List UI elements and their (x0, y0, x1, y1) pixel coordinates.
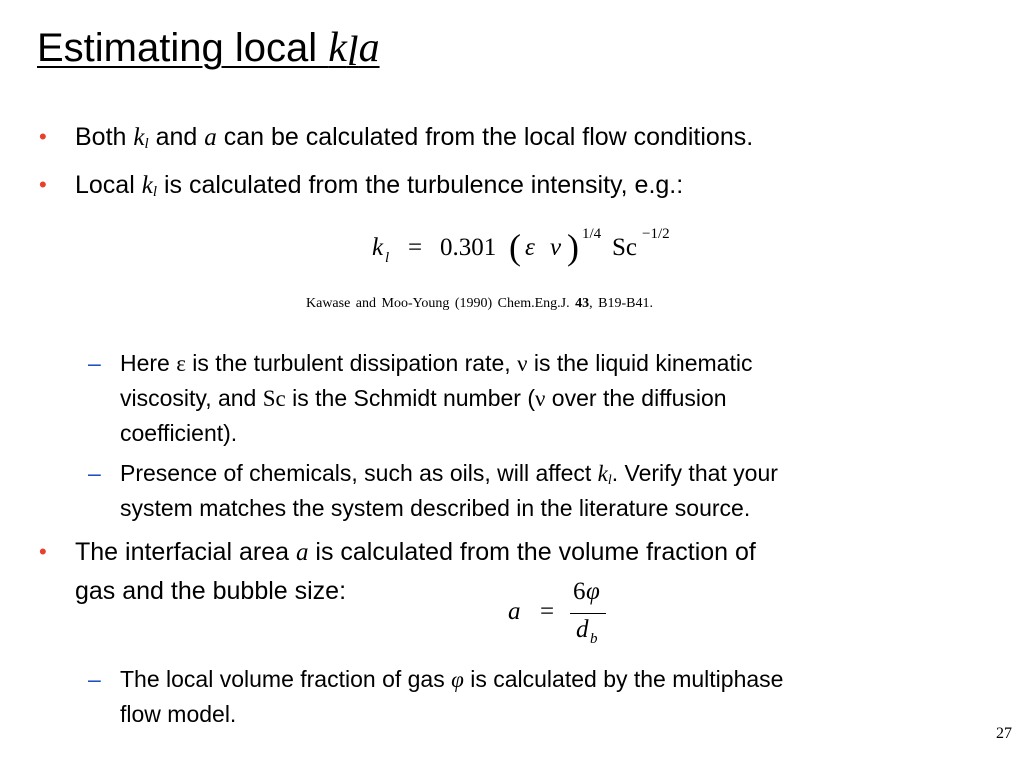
phi-symbol: φ (451, 667, 464, 692)
sub-bullet-text: is the turbulent dissipation rate, (185, 350, 518, 376)
bullet-marker: • (39, 172, 47, 197)
bullet-marker: • (39, 124, 47, 149)
title-k: k (328, 25, 347, 71)
citation (306, 296, 653, 312)
citation-pages: , B19-B41. (589, 296, 653, 311)
nu-symbol: ν (535, 386, 546, 411)
sub-bullet-line (120, 697, 783, 731)
bullet-text: gas and the bubble size: (75, 577, 347, 605)
bullet-text: is calculated from the turbulence intensity, e.g.: (157, 171, 684, 199)
sub-bullet-line (120, 662, 783, 697)
sub-bullet-line (120, 456, 778, 491)
kl-l: l (144, 136, 149, 152)
bullet-3 (39, 533, 756, 610)
citation-volume: 43 (575, 296, 590, 311)
bullet-text: The interfacial area (75, 538, 296, 566)
bullet-1 (39, 118, 754, 157)
sub-bullet-text: flow model. (120, 701, 237, 727)
title-l: l (346, 29, 359, 75)
bullet-marker: • (39, 539, 47, 564)
eq-exponent-1: 1/4 (582, 226, 602, 242)
sub-bullet-3 (88, 662, 784, 731)
sub-bullet-line (120, 491, 778, 525)
eq-left-paren: ( (509, 227, 521, 267)
citation-text: Kawase and Moo-Young (1990) Chem.Eng.J. (306, 296, 576, 311)
sub-bullet-marker: – (88, 666, 101, 692)
sub-bullet-text: system matches the system described in the literature source. (120, 495, 751, 521)
bullet-text: is calculated from the volume fraction of (308, 538, 756, 566)
eq-right-paren: ) (567, 227, 579, 267)
eq-k: k (372, 234, 384, 261)
sub-bullet-text: viscosity, and (120, 385, 263, 411)
sub-bullet-marker: – (88, 460, 101, 486)
eq-d: d (576, 616, 589, 643)
kl-l: l (152, 184, 157, 200)
sub-bullet-text: Presence of chemicals, such as oils, will affect (120, 460, 598, 486)
sub-bullet-line (120, 346, 752, 381)
sub-bullet-text: The local volume fraction of gas (120, 666, 452, 692)
eq-l: l (385, 250, 390, 266)
fraction-bar (570, 613, 606, 614)
eq-a: a (508, 598, 521, 625)
schmidt-symbol: Sc (262, 386, 286, 411)
eq-numerator-coef: 6 (573, 578, 586, 605)
bullet-2 (39, 166, 684, 205)
eq-nu: ν (550, 234, 562, 261)
bullet-text: Both (75, 123, 134, 151)
eq-phi: φ (586, 578, 600, 605)
var-a: a (204, 124, 217, 151)
bullet-text: Local (75, 171, 142, 199)
sub-bullet-2 (88, 456, 778, 525)
sub-bullet-text: is the Schmidt number ( (285, 385, 536, 411)
kl-k: k (141, 172, 153, 199)
eq-epsilon: ε (525, 234, 535, 261)
kl-l: l (607, 472, 612, 487)
sub-bullet-text: is the liquid kinematic (527, 350, 753, 376)
bullet-line (75, 533, 756, 572)
bullet-text: can be calculated from the local flow conditions. (216, 123, 754, 151)
sub-bullet-text: is calculated by the multiphase (463, 666, 784, 692)
bullet-text: and (148, 123, 205, 151)
eq-coefficient: 0.301 (440, 234, 497, 261)
title-prefix: Estimating local (37, 26, 329, 70)
sub-bullet-line (120, 381, 752, 416)
epsilon-symbol: ε (176, 351, 186, 376)
sub-bullet-text: Here (120, 350, 177, 376)
a-equation (508, 576, 618, 652)
var-a: a (295, 539, 309, 566)
sub-bullet-text: . Verify that your (611, 460, 778, 486)
eq-exponent-2: −1/2 (642, 226, 670, 242)
kl-k: k (597, 461, 608, 486)
eq-equals: = (540, 598, 555, 625)
kl-k: k (133, 124, 145, 151)
page-number: 27 (996, 725, 1012, 742)
sub-bullet-text: coefficient). (120, 420, 238, 446)
eq-schmidt: Sc (612, 234, 637, 261)
sub-bullet-text: over the diffusion (545, 385, 727, 411)
sub-bullet-marker: – (88, 350, 101, 376)
eq-equals: = (408, 234, 423, 261)
nu-symbol: ν (517, 351, 528, 376)
eq-b: b (590, 631, 598, 647)
sub-bullet-line (120, 416, 752, 450)
title-a: a (358, 25, 380, 71)
sub-bullet-1 (88, 346, 753, 450)
slide-title (37, 22, 380, 74)
bullet-line (75, 572, 756, 610)
